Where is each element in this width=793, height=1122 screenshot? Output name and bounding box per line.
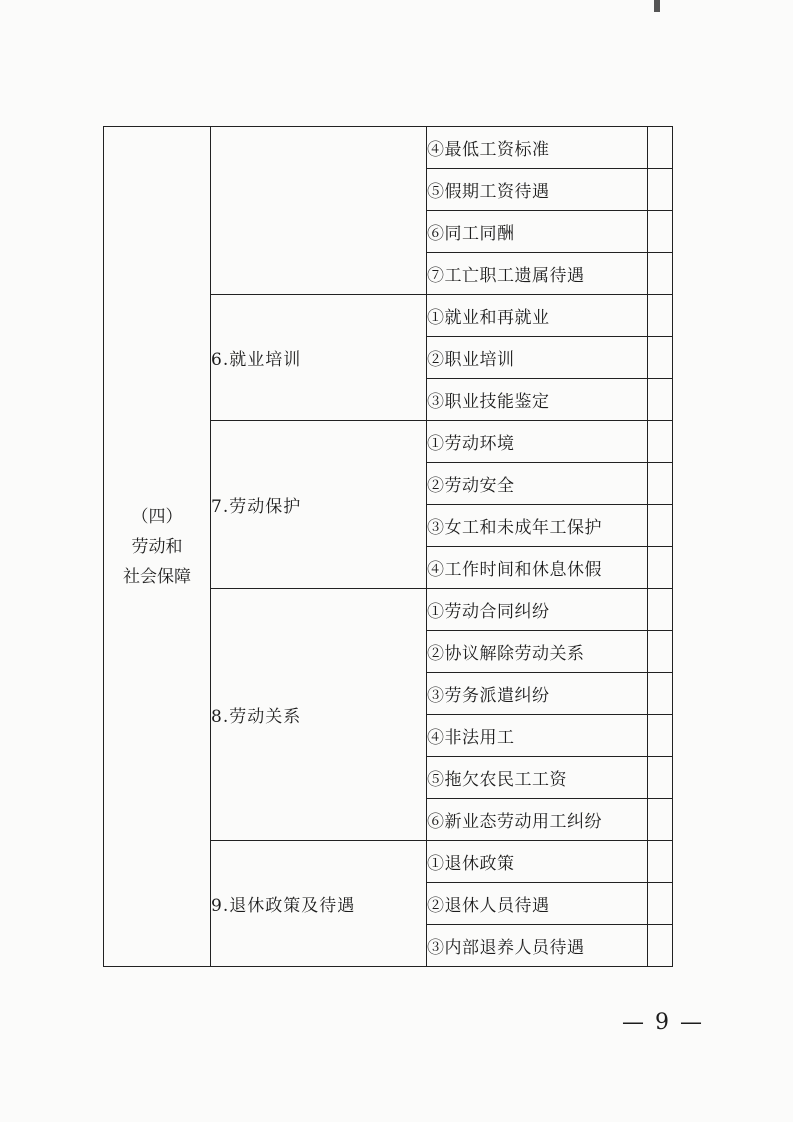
- blank-cell: [648, 589, 673, 631]
- item-cell: ②协议解除劳动关系: [427, 631, 648, 673]
- blank-cell: [648, 127, 673, 169]
- blank-cell: [648, 421, 673, 463]
- blank-cell: [648, 883, 673, 925]
- blank-cell: [648, 673, 673, 715]
- category-label: 社会保障: [123, 566, 191, 587]
- item-cell: ④非法用工: [427, 715, 648, 757]
- item-cell: ①劳动环境: [427, 421, 648, 463]
- blank-cell: [648, 505, 673, 547]
- item-cell: ①劳动合同纠纷: [427, 589, 648, 631]
- blank-cell: [648, 757, 673, 799]
- item-cell: ③女工和未成年工保护: [427, 505, 648, 547]
- classification-table: [103, 126, 673, 967]
- item-cell: ②退休人员待遇: [427, 883, 648, 925]
- item-cell: ⑤假期工资待遇: [427, 169, 648, 211]
- item-cell: ①就业和再就业: [427, 295, 648, 337]
- blank-cell: [648, 925, 673, 967]
- blank-cell: [648, 547, 673, 589]
- item-cell: ③劳务派遣纠纷: [427, 673, 648, 715]
- item-cell: ①退休政策: [427, 841, 648, 883]
- item-cell: ⑥同工同酬: [427, 211, 648, 253]
- subcategory-cell: 7.劳动保护: [211, 421, 427, 589]
- page-number: — 9 —: [622, 1010, 704, 1035]
- blank-cell: [648, 211, 673, 253]
- subcategory-cell: 6.就业培训: [211, 295, 427, 421]
- blank-cell: [648, 631, 673, 673]
- blank-cell: [648, 253, 673, 295]
- blank-cell: [648, 463, 673, 505]
- item-cell: ②职业培训: [427, 337, 648, 379]
- subcategory-cell: 8.劳动关系: [211, 589, 427, 841]
- blank-cell: [648, 841, 673, 883]
- item-cell: ③内部退养人员待遇: [427, 925, 648, 967]
- item-cell: ④工作时间和休息休假: [427, 547, 648, 589]
- blank-cell: [648, 295, 673, 337]
- item-cell: ③职业技能鉴定: [427, 379, 648, 421]
- item-cell: ⑤拖欠农民工工资: [427, 757, 648, 799]
- item-cell: ⑦工亡职工遗属待遇: [427, 253, 648, 295]
- blank-cell: [648, 715, 673, 757]
- item-cell: ⑥新业态劳动用工纠纷: [427, 799, 648, 841]
- item-cell: ④最低工资标准: [427, 127, 648, 169]
- item-cell: ②劳动安全: [427, 463, 648, 505]
- blank-cell: [648, 337, 673, 379]
- table-body: [104, 127, 673, 967]
- blank-cell: [648, 169, 673, 211]
- category-cell: [104, 127, 211, 967]
- subcategory-cell: 9.退休政策及待遇: [211, 841, 427, 967]
- category-label: （四）: [131, 506, 183, 527]
- subcategory-cell: [211, 127, 427, 295]
- table-row: [104, 127, 673, 169]
- scan-edge-mark: [654, 0, 660, 12]
- blank-cell: [648, 799, 673, 841]
- category-label: 劳动和: [131, 536, 183, 557]
- blank-cell: [648, 379, 673, 421]
